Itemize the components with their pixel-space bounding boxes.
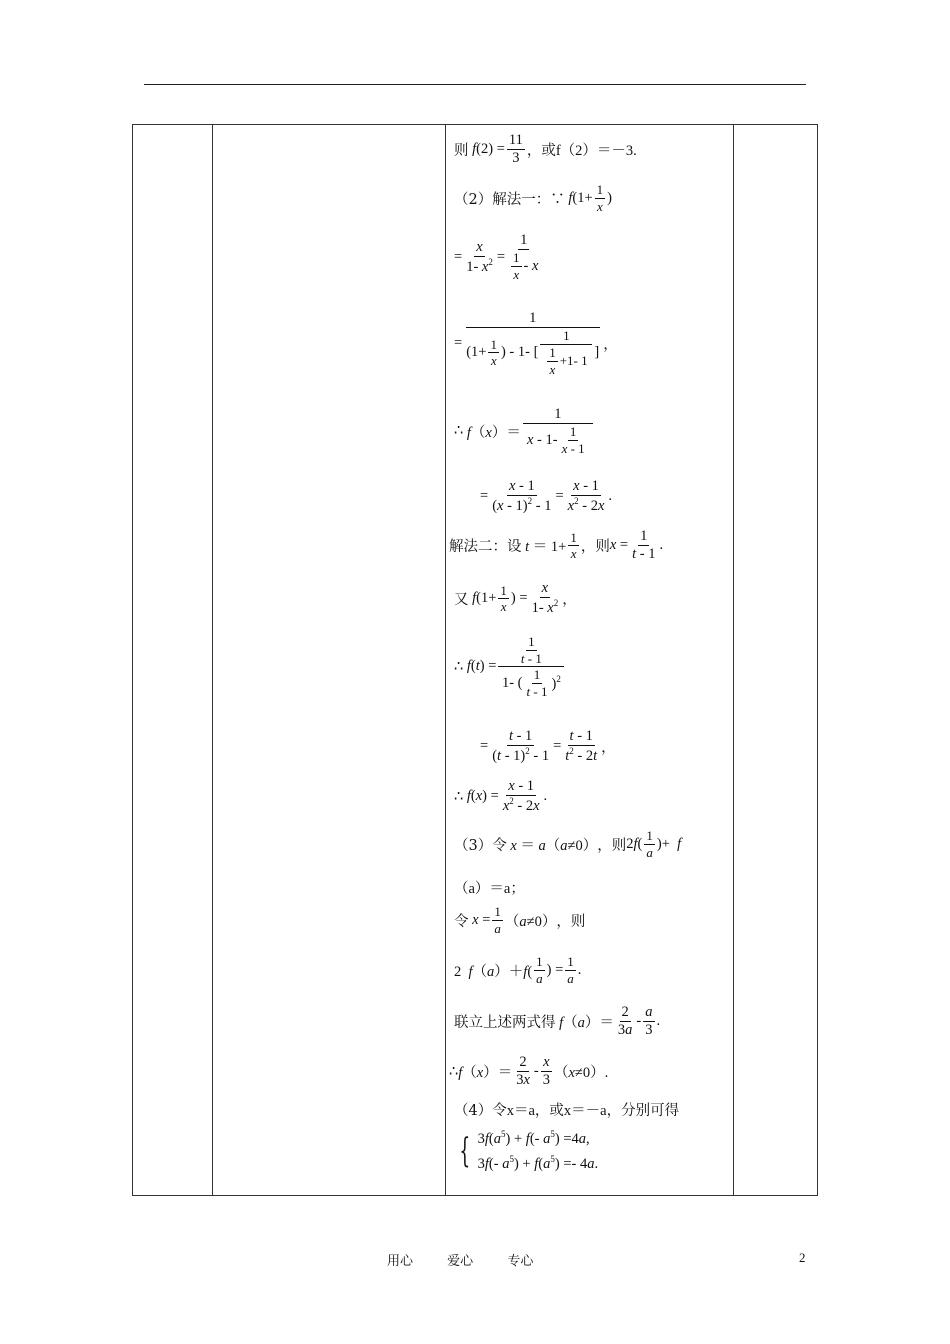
solution-line-9: ∴ f(t) = $\frac{1}{t - 1}$ 1- ( $\frac{1}{t - 1}$ )$^2$ — [454, 635, 566, 699]
solution-line-5: ∴ f（x）＝ 1 x - 1- $\frac{1}{x - 1}$ — [454, 407, 595, 456]
fraction: $\frac{11}{3}$ — [508, 132, 523, 167]
text-then: ，则 — [597, 837, 627, 854]
equation-system: { $3f(a^5) + f(-$ $a^5) =4a$, 3f(- $a^5) + f(a^5) =- 4a$. — [459, 1129, 599, 1172]
text-fa-equals-a: （a）＝a； — [454, 881, 525, 897]
therefore-symbol: ∴ — [449, 1063, 459, 1080]
footer-word: 专心 — [507, 1254, 534, 1269]
solution-line-3: = $\frac{x}{1- x^2}$ = 1 $\frac{1}{x}$ - x — [454, 232, 539, 282]
solution-line-4: = 1 (1+ $\frac{1}{x}$ ) - 1- [ 1 $\frac{1}{x}$ +1- 1 ] ， — [454, 310, 618, 377]
solution-line-8: 又 f(1+ $\frac{1}{x}$ ) = $\frac{x}{1- x^2}$ ， — [454, 580, 577, 617]
therefore-symbol: ∴ — [454, 658, 464, 675]
text-then: ，则 — [556, 913, 586, 930]
therefore-symbol: ∴ — [454, 788, 464, 805]
solution-line-14: 令 x = $\frac{1}{a}$ （a≠0） ，则 — [454, 904, 586, 936]
solution-line-17: ∴ f（x）＝ $\frac{2}{3x}$ - $\frac{x}{3}$ （x≠0）. — [449, 1054, 609, 1089]
part2-label: （2）解法一：∵ — [454, 191, 565, 208]
solution-line-15: 2 f（a）＋f( $\frac{1}{a}$ ) = $\frac{1}{a}$ . — [454, 954, 582, 986]
solution-line-2: （2）解法一：∵ f(1+ $\frac{1}{x}$ ) — [454, 182, 612, 214]
part3-label: （3）令 — [454, 837, 507, 854]
column-divider-3 — [733, 125, 734, 1195]
text-let: 令 — [454, 913, 469, 930]
therefore-symbol: ∴ — [454, 423, 464, 440]
text-then: 则 — [454, 143, 469, 160]
combine-label: 联立上述两式得 — [454, 1015, 556, 1032]
solution-line-1: 则 f(2) = $\frac{11}{3}$ ，或 f（2）＝－3. — [454, 132, 637, 167]
content-table — [132, 124, 818, 1196]
part4-label: （4）令 — [454, 1103, 507, 1119]
left-brace: { — [459, 1131, 471, 1171]
solution-line-10: = $\frac{t - 1}{(t - 1)^2 - 1}$ = $\frac{t - 1}{t^2 - 2t}$ ， — [480, 728, 616, 765]
text-again: 又 — [454, 592, 469, 609]
part4-text: x＝a，或x＝－a，分别可得 — [506, 1103, 680, 1119]
text-then: ，则 — [580, 539, 610, 556]
header-rule — [144, 84, 806, 85]
footer-word: 用心 — [387, 1254, 414, 1269]
solution-cell — [446, 125, 732, 1195]
footer-word: 爱心 — [447, 1254, 474, 1269]
text-or: ，或 — [526, 143, 556, 160]
text-f2-value: f（2）＝－3. — [555, 143, 637, 160]
solution-line-16: 联立上述两式得 f（a）＝ $\frac{2}{3a}$ - $\frac{a}{3}$ . — [454, 1004, 661, 1039]
column-divider-1 — [212, 125, 213, 1195]
method2-label: 解法二：设 — [449, 539, 522, 556]
solution-line-12: （3）令 x ＝ a（a≠0） ，则 2f( $\frac{1}{a}$ )+ f — [454, 828, 682, 860]
solution-line-18 — [454, 1099, 679, 1120]
page-number: 2 — [799, 1250, 806, 1265]
solution-line-6: = $\frac{x - 1}{(x - 1)^2 - 1}$ = $\frac{x - 1}{x^2 - 2x}$ . — [480, 478, 613, 515]
solution-line-13 — [454, 877, 525, 898]
solution-line-7: 解法二：设 t ＝ 1+ $\frac{1}{x}$ ，则 x = $\frac{1}{t - 1}$ . — [449, 528, 664, 563]
footer-slogan — [387, 1250, 563, 1269]
solution-line-11: ∴ f(x) = $\frac{x - 1}{x^2 - 2x}$ . — [454, 778, 548, 815]
